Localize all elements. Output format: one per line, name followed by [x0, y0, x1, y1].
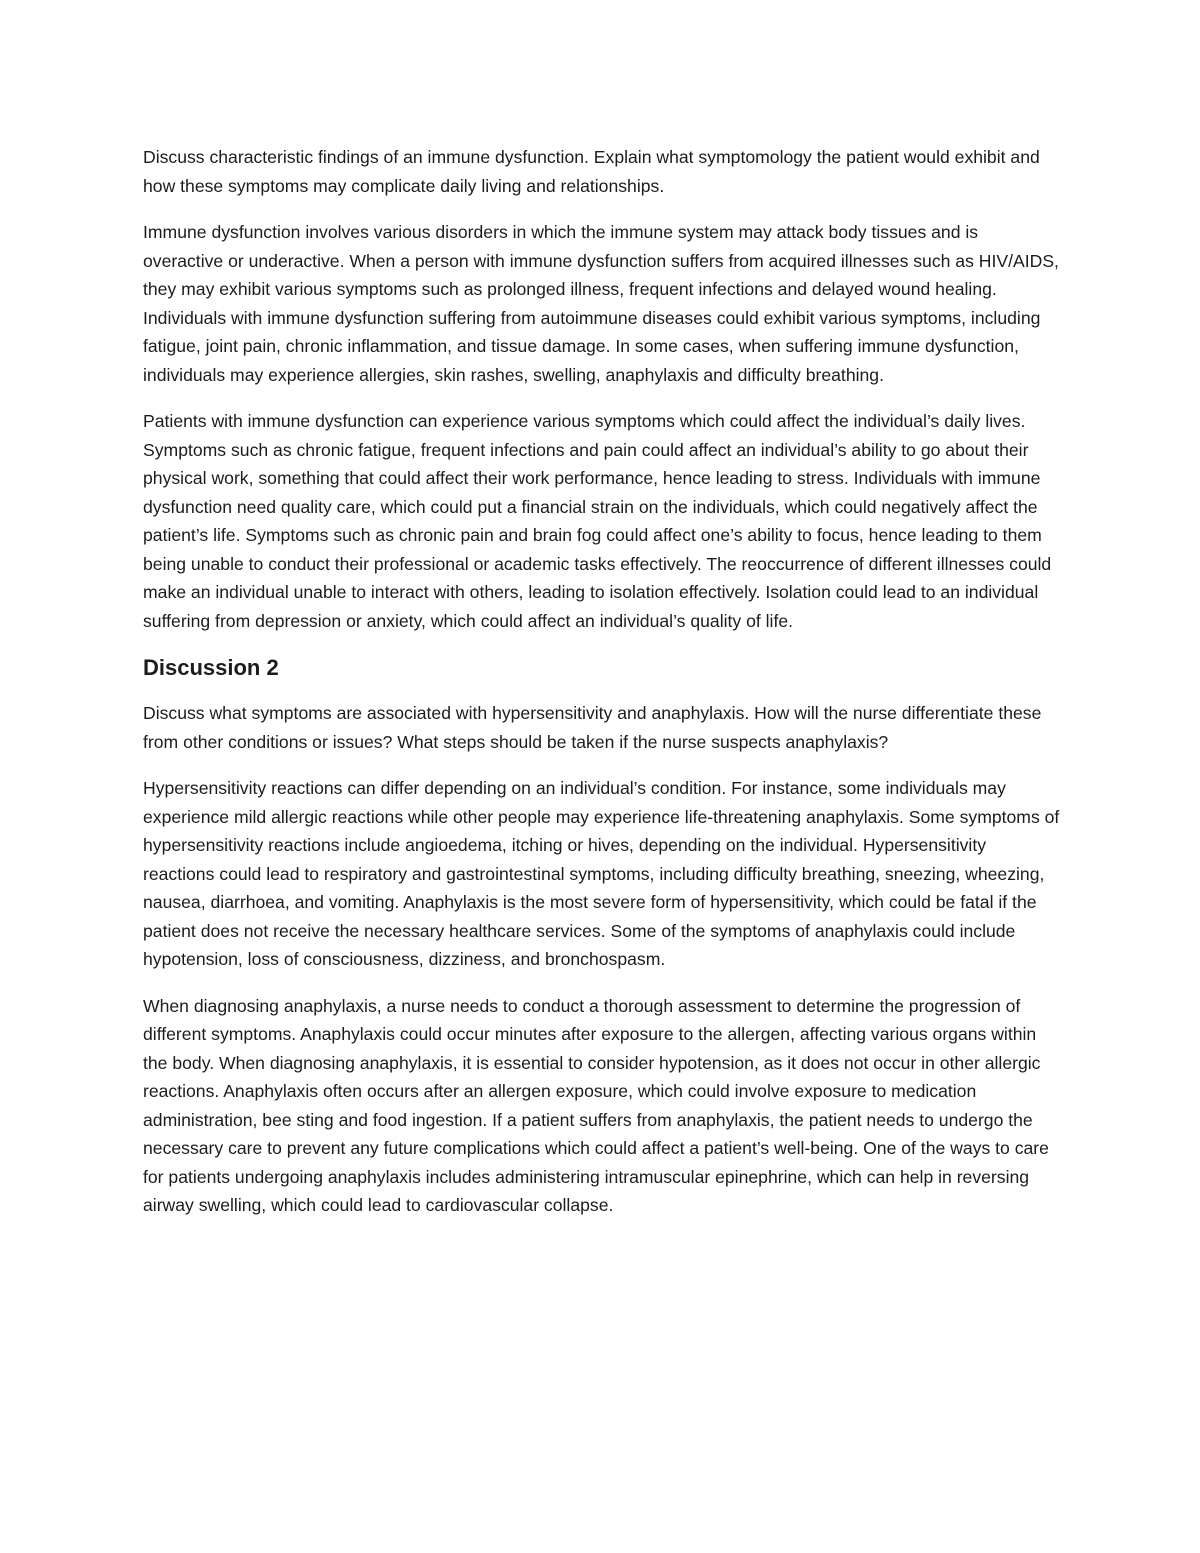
section2-paragraph-2: When diagnosing anaphylaxis, a nurse needs to conduct a thorough assessment to determine the progression of different symptoms. Anaphylaxis could occur minutes after exposure to the allergen, affecting various organs within the body. When diagnosing anaphylaxis, it is essential to consider hypotension, as it does not occur in other allergic reactions. Anaphylaxis often occurs after an allergen exposure, which could involve exposure to medication administration, bee sting and food ingestion. If a patient suffers from anaphylaxis, the patient needs to undergo the necessary care to prevent any future complications which could affect a patient’s well-being. One of the ways to care for patients undergoing anaphylaxis includes administering intramuscular epinephrine, which can help in reversing airway swelling, which could lead to cardiovascular collapse. — [143, 995, 1049, 1215]
section2-heading: Discussion 2 — [143, 655, 279, 680]
section2-paragraph-1: Hypersensitivity reactions can differ depending on an individual’s condition. For instance, some individuals may experience mild allergic reactions while other people may experience life-threatening anaphylaxis. Some symptoms of hypersensitivity reactions include angioedema, itching or hives, depending on the individual. Hypersensitivity reactions could lead to respiratory and gastrointestinal symptoms, including difficulty breathing, sneezing, wheezing, nausea, diarrhoea, and vomiting. Anaphylaxis is the most severe form of hypersensitivity, which could be fatal if the patient does not receive the necessary healthcare services. Some of the symptoms of anaphylaxis could include hypotension, loss of consciousness, dizziness, and bronchospasm. — [143, 778, 1060, 969]
section1-paragraph-1: Immune dysfunction involves various disorders in which the immune system may attack body tissues and is overactive or underactive. When a person with immune dysfunction suffers from acquired illnesses such as HIV/AIDS, they may exhibit various symptoms such as prolonged illness, frequent infections and delayed wound healing. Individuals with immune dysfunction suffering from autoimmune diseases could exhibit various symptoms, including fatigue, joint pain, chronic inflammation, and tissue damage. In some cases, when suffering immune dysfunction, individuals may experience allergies, skin rashes, swelling, anaphylaxis and difficulty breathing. — [143, 222, 1059, 385]
section1-prompt: Discuss characteristic findings of an immune dysfunction. Explain what symptomology the patient would exhibit and how these symptoms may complicate daily living and relationships. — [143, 147, 1040, 196]
section1-paragraph-2: Patients with immune dysfunction can experience various symptoms which could affect the individual’s daily lives. Symptoms such as chronic fatigue, frequent infections and pain could affect an individual’s ability to go about their physical work, something that could affect their work performance, hence leading to stress. Individuals with immune dysfunction need quality care, which could put a financial strain on the individuals, which could negatively affect the patient’s life. Symptoms such as chronic pain and brain fog could affect one’s ability to focus, hence leading to them being unable to conduct their professional or academic tasks effectively. The reoccurrence of different illnesses could make an individual unable to interact with others, leading to isolation effectively. Isolation could lead to an individual suffering from depression or anxiety, which could affect an individual’s quality of life. — [143, 411, 1052, 631]
section2-prompt: Discuss what symptoms are associated with hypersensitivity and anaphylaxis. How will the nurse differentiate these from other conditions or issues? What steps should be taken if the nurse suspects anaphylaxis? — [143, 703, 1042, 752]
